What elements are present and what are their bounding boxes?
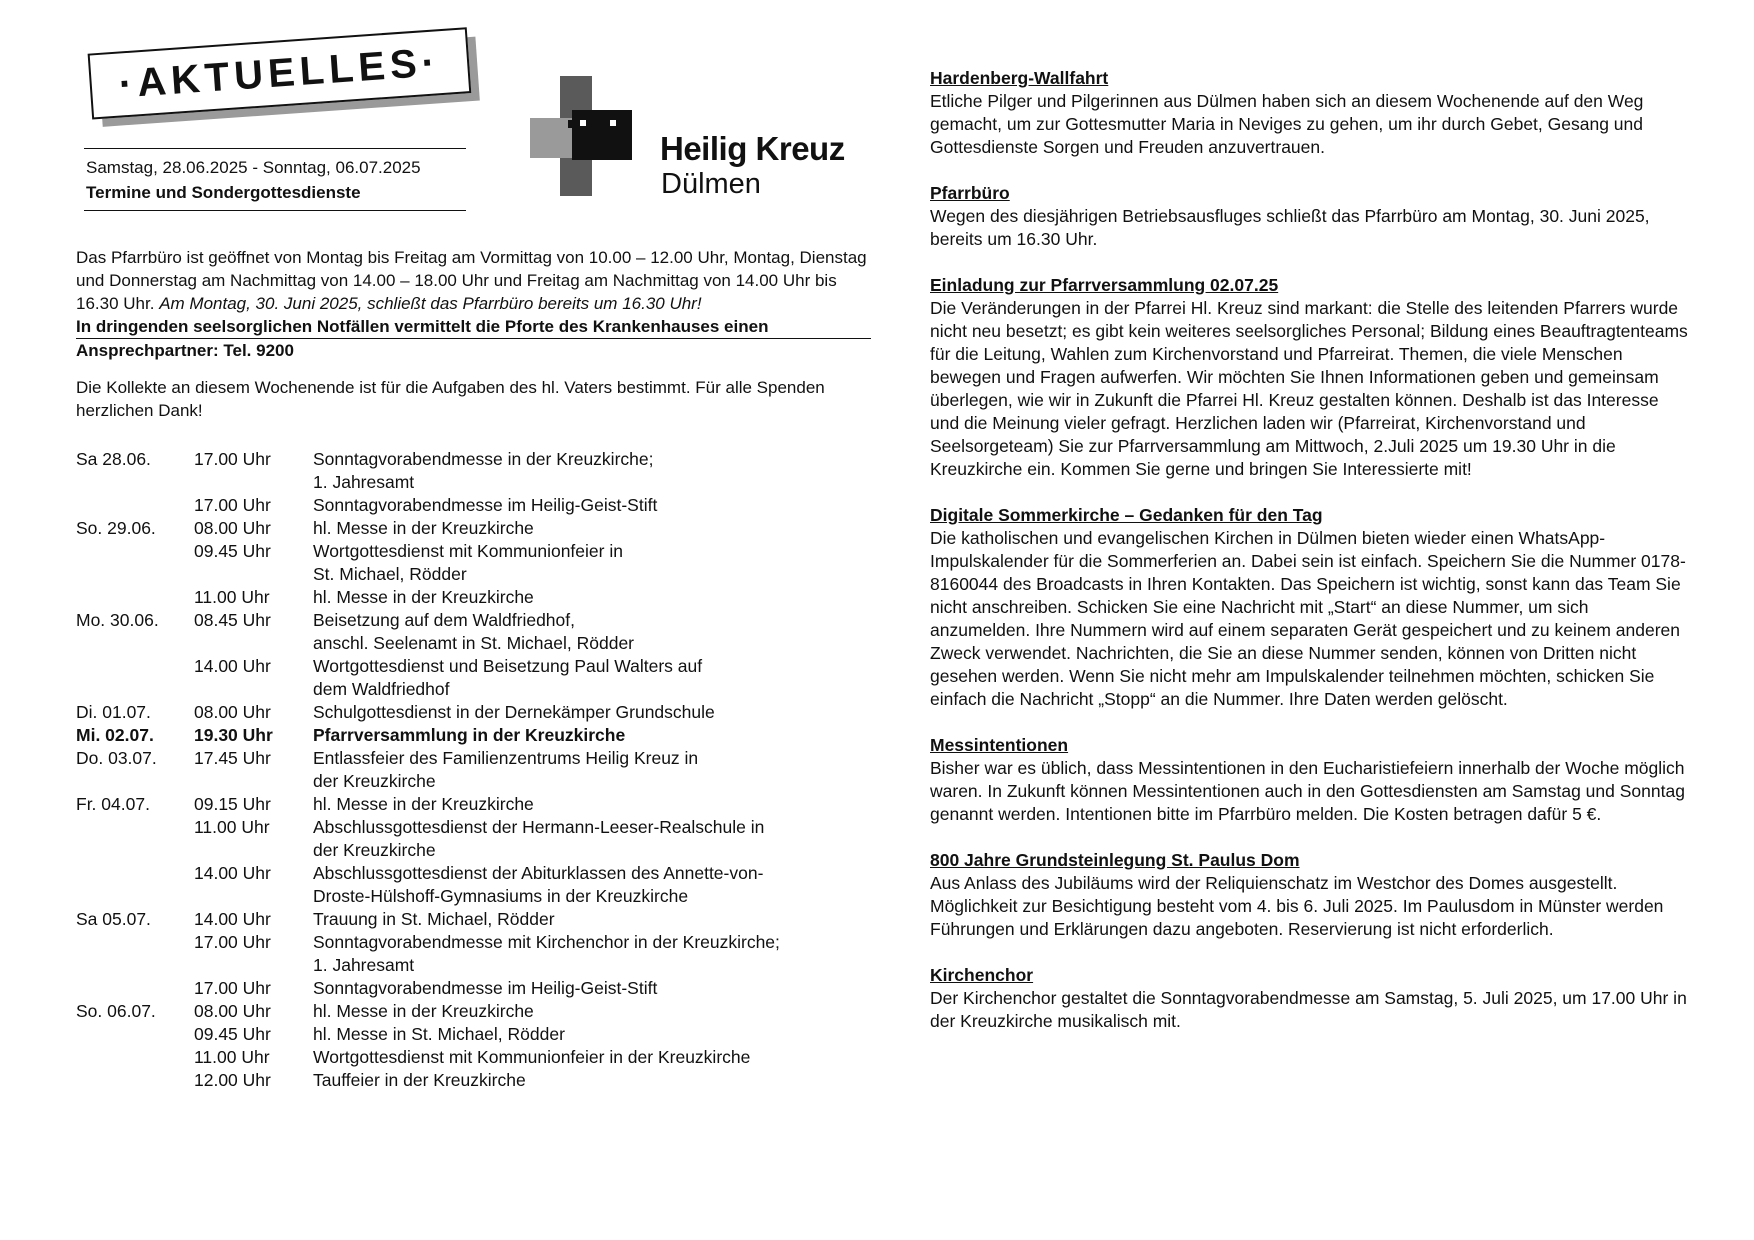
news-section bbox=[930, 964, 1690, 1033]
schedule-time: 08.00 Uhr bbox=[194, 518, 271, 538]
date-range: Samstag, 28.06.2025 - Sonntag, 06.07.2025 bbox=[86, 158, 421, 177]
schedule-time: 17.00 Uhr bbox=[194, 495, 271, 515]
news-section bbox=[930, 849, 1690, 941]
news-section-body: Der Kirchenchor gestaltet die Sonntagvorabendmesse am Samstag, 5. Juli 2025, um 17.00 Uhr in der Kreuzkirche musikalisch mit. bbox=[930, 988, 1687, 1031]
schedule-row bbox=[76, 908, 780, 931]
news-section-body: Etliche Pilger und Pilgerinnen aus Dülmen haben sich an diesem Wochenende auf den Weg gemacht, um zur Gottesmutter Maria in Neviges zu gehen, um ihr durch Gebet, Gesang und Gottesdienste Sorgen und Freuden anzuvertrauen. bbox=[930, 91, 1644, 157]
aktuelles-stamp bbox=[88, 26, 483, 135]
schedule-row bbox=[76, 1046, 780, 1069]
schedule-event bbox=[313, 540, 780, 586]
schedule-table bbox=[76, 448, 780, 1092]
office-hours bbox=[76, 246, 876, 315]
schedule-event bbox=[313, 977, 780, 1000]
schedule-row bbox=[76, 724, 780, 747]
schedule-time: 17.00 Uhr bbox=[194, 932, 271, 952]
schedule-event bbox=[313, 1000, 780, 1023]
schedule-day bbox=[76, 977, 194, 1000]
schedule-event-text: Entlassfeier des Familienzentrums Heilig Kreuz in bbox=[313, 748, 699, 768]
schedule-event bbox=[313, 701, 780, 724]
schedule-event-continuation: St. Michael, Rödder bbox=[313, 564, 467, 584]
schedule-event bbox=[313, 655, 780, 701]
schedule-row bbox=[76, 655, 780, 701]
schedule-time: 09.45 Uhr bbox=[194, 1024, 271, 1044]
schedule-day: So. 06.07. bbox=[76, 1001, 156, 1021]
schedule-event-text: hl. Messe in der Kreuzkirche bbox=[313, 587, 534, 607]
date-box-subtitle: Termine und Sondergottesdienste bbox=[86, 183, 361, 202]
schedule-time: 08.45 Uhr bbox=[194, 610, 271, 630]
schedule-event bbox=[313, 724, 780, 747]
schedule-event bbox=[313, 517, 780, 540]
schedule-event bbox=[313, 931, 780, 977]
schedule-event bbox=[313, 816, 780, 862]
schedule-row bbox=[76, 977, 780, 1000]
schedule-time: 14.00 Uhr bbox=[194, 909, 271, 929]
schedule-event bbox=[313, 448, 780, 494]
schedule-row bbox=[76, 540, 780, 586]
schedule-day: So. 29.06. bbox=[76, 518, 156, 538]
schedule-event bbox=[313, 1023, 780, 1046]
schedule-row bbox=[76, 494, 780, 517]
date-box bbox=[84, 148, 466, 211]
news-section-title: Einladung zur Pfarrversammlung 02.07.25 bbox=[930, 275, 1279, 295]
schedule-event-text: Sonntagvorabendmesse in der Kreuzkirche; bbox=[313, 449, 654, 469]
schedule-event-text: Wortgottesdienst mit Kommunionfeier in bbox=[313, 541, 623, 561]
news-section-title: 800 Jahre Grundsteinlegung St. Paulus Dom bbox=[930, 850, 1300, 870]
schedule-event-text: Pfarrversammlung in der Kreuzkirche bbox=[313, 725, 626, 745]
schedule-day bbox=[76, 1023, 194, 1046]
news-section-body: Wegen des diesjährigen Betriebsausfluges schließt das Pfarrbüro am Montag, 30. Juni 2025, bereits um 16.30 Uhr. bbox=[930, 206, 1650, 249]
schedule-day bbox=[76, 1069, 194, 1092]
parish-logo bbox=[530, 76, 850, 200]
schedule-event-continuation: anschl. Seelenamt in St. Michael, Rödder bbox=[313, 633, 634, 653]
logo-title: Heilig Kreuz bbox=[660, 130, 845, 167]
schedule-day bbox=[76, 655, 194, 701]
schedule-time: 11.00 Uhr bbox=[194, 1047, 270, 1067]
schedule-event-text: Schulgottesdienst in der Dernekämper Grundschule bbox=[313, 702, 715, 722]
schedule-row bbox=[76, 1023, 780, 1046]
schedule-event bbox=[313, 908, 780, 931]
emergency-line-1 bbox=[76, 315, 871, 339]
schedule-time: 09.15 Uhr bbox=[194, 794, 271, 814]
schedule-row bbox=[76, 609, 780, 655]
schedule-event-continuation: Droste-Hülshoff-Gymnasiums in der Kreuzkirche bbox=[313, 886, 689, 906]
schedule-row bbox=[76, 862, 780, 908]
collection-note: Die Kollekte an diesem Wochenende ist für die Aufgaben des hl. Vaters bestimmt. Für alle Spenden herzlichen Dank! bbox=[76, 378, 825, 420]
news-section-title: Messintentionen bbox=[930, 735, 1069, 755]
schedule-day bbox=[76, 494, 194, 517]
news-section bbox=[930, 504, 1690, 711]
schedule-event-text: Sonntagvorabendmesse im Heilig-Geist-Stift bbox=[313, 978, 658, 998]
schedule-event bbox=[313, 1069, 780, 1092]
schedule-row bbox=[76, 816, 780, 862]
spacer bbox=[76, 362, 876, 376]
schedule-event-text: hl. Messe in der Kreuzkirche bbox=[313, 794, 534, 814]
schedule-day: Sa 28.06. bbox=[76, 449, 151, 469]
logo-subtitle: Dülmen bbox=[661, 168, 761, 200]
schedule-time: 09.45 Uhr bbox=[194, 541, 271, 561]
schedule-time: 08.00 Uhr bbox=[194, 1001, 271, 1021]
news-section-body: Die katholischen und evangelischen Kirchen in Dülmen bieten wieder einen WhatsApp-Impulskalender für die Sommerferien an. Dabei sein ist einfach. Speichern Sie die Nummer 0178-8160044 des Broadcasts in Ihren Kontakten. Das Speichern ist wichtig, sonst kann das Team Sie nicht anschreiben. Schicken Sie eine Nachricht mit „Start“ an diese Nummer, um sich anzumelden. Ihre Nummern wird auf einem separaten Gerät gespeichert und zu keinem anderen Zweck verwendet. Nachrichten, die Sie an diese Nummer senden, können von Dritten nicht gesehen werden. Wenn Sie nicht mehr am Impulskalender teilnehmen möchten, schicken Sie einfach die Nachricht „Stopp“ an die Nummer. Ihre Daten werden gelöscht. bbox=[930, 528, 1686, 709]
news-section-body: Die Veränderungen in der Pfarrei Hl. Kreuz sind markant: die Stelle des leitenden Pfarrers wurde nicht neu besetzt; es gibt kein weiteres seelsorgliches Personal; Bildung eines Beauftragtenteams für die Leitung, Wahlen zum Kirchenvorstand und Pfarreirat. Themen, die viele Menschen bewegen und Fragen aufwerfen. Wir möchten Sie Ihnen Informationen geben und gemeinsam überlegen, wie wir in Zukunft die Pfarrei Hl. Kreuz gestalten können. Deshalb ist das Interesse und die Meinung vieler gefragt. Herzlichen laden wir (Pfarreirat, Kirchenvorstand und Seelsorgeteam) Sie zur Pfarrversammlung am Mittwoch, 2.Juli 2025 um 19.30 Uhr in die Kreuzkirche ein. Kommen Sie gerne und bringen Sie Interessierte mit! bbox=[930, 298, 1688, 479]
schedule-day: Do. 03.07. bbox=[76, 748, 157, 768]
schedule-event-text: Sonntagvorabendmesse mit Kirchenchor in der Kreuzkirche; bbox=[313, 932, 780, 952]
schedule-time: 11.00 Uhr bbox=[194, 817, 270, 837]
schedule-day bbox=[76, 816, 194, 862]
schedule-event-text: hl. Messe in der Kreuzkirche bbox=[313, 1001, 534, 1021]
schedule-event-continuation: der Kreuzkirche bbox=[313, 840, 436, 860]
schedule-event-continuation: 1. Jahresamt bbox=[313, 955, 415, 975]
schedule-event bbox=[313, 609, 780, 655]
stamp-label: ·AKTUELLES· bbox=[88, 27, 472, 119]
schedule-time: 14.00 Uhr bbox=[194, 863, 271, 883]
emergency-text-1: In dringenden seelsorglichen Notfällen vermittelt die Pforte des Krankenhauses einen bbox=[76, 317, 769, 336]
schedule-day: Mo. 30.06. bbox=[76, 610, 159, 630]
schedule-row bbox=[76, 793, 780, 816]
schedule-day: Fr. 04.07. bbox=[76, 794, 150, 814]
schedule-event-text: Sonntagvorabendmesse im Heilig-Geist-Stift bbox=[313, 495, 658, 515]
schedule-day bbox=[76, 540, 194, 586]
schedule-day bbox=[76, 1046, 194, 1069]
schedule-event-text: Wortgottesdienst und Beisetzung Paul Walters auf bbox=[313, 656, 703, 676]
schedule-day: Di. 01.07. bbox=[76, 702, 151, 722]
schedule-event-text: Trauung in St. Michael, Rödder bbox=[313, 909, 555, 929]
schedule-row bbox=[76, 1000, 780, 1023]
news-section bbox=[930, 734, 1690, 826]
schedule-event bbox=[313, 586, 780, 609]
schedule-event-text: Abschlussgottesdienst der Abiturklassen des Annette-von- bbox=[313, 863, 764, 883]
news-section bbox=[930, 274, 1690, 481]
schedule-row bbox=[76, 517, 780, 540]
schedule-event-text: hl. Messe in der Kreuzkirche bbox=[313, 518, 534, 538]
schedule-row bbox=[76, 931, 780, 977]
office-hours-text: Das Pfarrbüro ist geöffnet von Montag bis Freitag am Vormittag von 10.00 – 12.00 Uhr, Montag, Dienstag und Donnerstag am Nachmittag von 14.00 – 18.00 Uhr und Freitag am Nachmittag von 14.00 Uhr bis 16.30 Uhr. bbox=[76, 248, 867, 313]
schedule-event-text: hl. Messe in St. Michael, Rödder bbox=[313, 1024, 565, 1044]
schedule-row bbox=[76, 701, 780, 724]
schedule-time: 08.00 Uhr bbox=[194, 702, 271, 722]
schedule-day bbox=[76, 931, 194, 977]
news-section-title: Kirchenchor bbox=[930, 965, 1034, 985]
news-section-title: Digitale Sommerkirche – Gedanken für den Tag bbox=[930, 505, 1323, 525]
schedule-row bbox=[76, 747, 780, 793]
news-section-body: Aus Anlass des Jubiläums wird der Reliquienschatz im Westchor des Domes ausgestellt. Möglichkeit zur Besichtigung besteht vom 4. bis 6. Juli 2025. Im Paulusdom in Münster werden Führungen und Erklärungen dazu angeboten. Reservierung ist nicht erforderlich. bbox=[930, 873, 1664, 939]
emergency-note bbox=[76, 315, 876, 362]
right-column bbox=[930, 67, 1690, 1056]
cross-logo-icon bbox=[530, 76, 650, 196]
news-section bbox=[930, 67, 1690, 159]
schedule-event-text: Abschlussgottesdienst der Hermann-Leeser-Realschule in bbox=[313, 817, 765, 837]
schedule-day bbox=[76, 586, 194, 609]
schedule-row bbox=[76, 586, 780, 609]
schedule-row bbox=[76, 448, 780, 494]
news-section-title: Hardenberg-Wallfahrt bbox=[930, 68, 1109, 88]
schedule-time: 12.00 Uhr bbox=[194, 1070, 271, 1090]
schedule-time: 17.45 Uhr bbox=[194, 748, 271, 768]
schedule-row bbox=[76, 1069, 780, 1092]
schedule-day: Sa 05.07. bbox=[76, 909, 151, 929]
schedule-event bbox=[313, 494, 780, 517]
schedule-time: 19.30 Uhr bbox=[194, 725, 273, 745]
schedule-time: 11.00 Uhr bbox=[194, 587, 270, 607]
schedule-time: 17.00 Uhr bbox=[194, 978, 271, 998]
news-section-body: Bisher war es üblich, dass Messintentionen in den Eucharistiefeiern innerhalb der Woche möglich waren. In Zukunft können Messintentionen auch in den Gottesdiensten am Samstag und Sonntag genannt werden. Intentionen bitte im Pfarrbüro melden. Die Kosten betragen dafür 5 €. bbox=[930, 758, 1685, 824]
schedule-time: 17.00 Uhr bbox=[194, 449, 271, 469]
schedule-event-continuation: dem Waldfriedhof bbox=[313, 679, 450, 699]
schedule-event-text: Wortgottesdienst mit Kommunionfeier in der Kreuzkirche bbox=[313, 1047, 751, 1067]
schedule-day: Mi. 02.07. bbox=[76, 725, 154, 745]
schedule-event-text: Tauffeier in der Kreuzkirche bbox=[313, 1070, 526, 1090]
office-hours-notice: Am Montag, 30. Juni 2025, schließt das Pfarrbüro bereits um 16.30 Uhr! bbox=[159, 294, 702, 313]
left-column bbox=[76, 246, 876, 1092]
schedule-time: 14.00 Uhr bbox=[194, 656, 271, 676]
schedule-event bbox=[313, 747, 780, 793]
schedule-event-text: Beisetzung auf dem Waldfriedhof, bbox=[313, 610, 575, 630]
news-section bbox=[930, 182, 1690, 251]
schedule-event bbox=[313, 1046, 780, 1069]
schedule-event bbox=[313, 793, 780, 816]
emergency-line-2: Ansprechpartner: Tel. 9200 bbox=[76, 341, 294, 360]
schedule-event-continuation: der Kreuzkirche bbox=[313, 771, 436, 791]
schedule-event-continuation: 1. Jahresamt bbox=[313, 472, 415, 492]
schedule-day bbox=[76, 862, 194, 908]
schedule-event bbox=[313, 862, 780, 908]
news-section-title: Pfarrbüro bbox=[930, 183, 1010, 203]
